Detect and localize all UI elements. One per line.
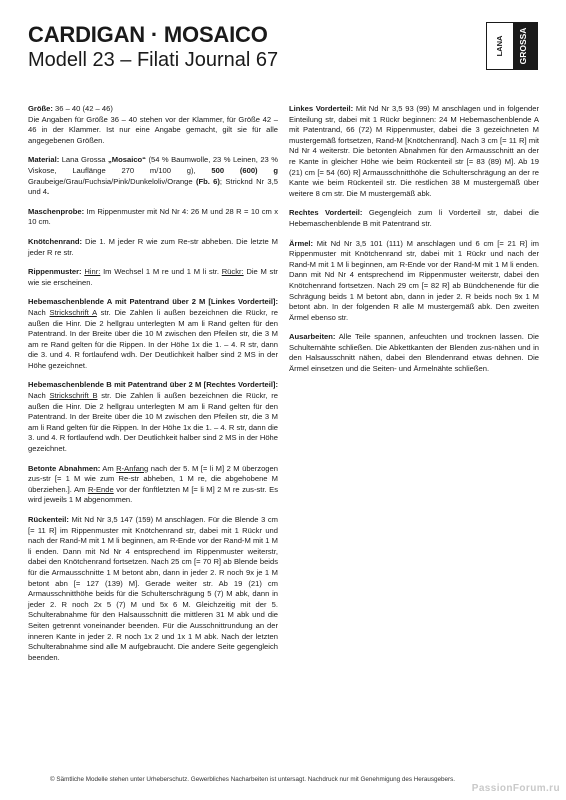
section-rechtes-vorderteil xyxy=(289,208,539,229)
section-blende-a xyxy=(28,297,278,371)
label-rechtes-vorderteil: Rechtes Vorderteil: xyxy=(289,208,363,218)
abnahmen-text-1: Am xyxy=(100,463,117,473)
label-rippenmuster: Rippenmuster: xyxy=(28,267,82,277)
section-blende-b xyxy=(28,380,278,454)
text-rechtes-vorderteil: Gegengleich zum li Vorderteil str, dabei die Hebemaschenblende B mit Patentrand str. xyxy=(289,208,539,228)
svg-text:GROSSA: GROSSA xyxy=(518,27,528,65)
material-colors: Graubeige/Grau/Fuchsia/Pink/Dunkeloliv/Orange xyxy=(28,176,196,186)
label-knoetchenrand: Knötchenrand: xyxy=(28,236,82,246)
left-column xyxy=(28,104,278,672)
label-linkes-vorderteil: Linkes Vorderteil: xyxy=(289,104,354,113)
rippenmuster-text-1: Im Wechsel 1 M re und 1 M li str. xyxy=(100,267,222,277)
page-title: CARDIGAN · MOSAICO xyxy=(28,22,268,47)
rippenmuster-text-2: Die M str wie sie erscheinen. xyxy=(28,267,278,287)
rippenmuster-rueckr: Rückr: xyxy=(221,267,244,277)
section-material xyxy=(28,155,278,197)
strickschrift-a-ref: Strickschrift A xyxy=(49,307,97,317)
text-linkes-vorderteil: Mit Nd Nr 3,5 93 (99) M anschlagen und in folgender Einteilung str, dabei mit 1 Rückr beginnen: 24 M Hebemaschenblende A mit Patentrand, 66 (72) M Rippenmuster, dabei die 3 gezeichneten M mustergemäß fortsetzen, Rand-M [Knötchenrand]. Nach 3 cm [= 11 R] mit Nd Nr 4 weiterstr. Die betonten Abnahmen für den Armausschnitt an der re Kante in gleicher Höhe wie beim Rückenteil str [= 83 (89) M]. Ab 19 (21) cm [= 54 (60) R] Armausschnitthöhe die Schulterschrägung an der re Kante wie beim Rückenteil str. Die restlichen 38 M mustergemäß über weitere 8 cm str. Die M mustergemäß abk. xyxy=(289,104,539,198)
section-knoetchenrand xyxy=(28,237,278,258)
blende-a-text-1: Nach xyxy=(28,307,50,317)
text-groesse: 36 – 40 (42 – 46) Die Angaben für Größe 36 – 40 stehen vor der Klammer, für Größe 42 – 46 in der Klammer. Ist nur eine Angabe gemacht, gilt sie für alle angegebenen Größen. xyxy=(28,104,278,145)
material-end: . xyxy=(47,187,50,197)
copyright-footer: © Sämtliche Modelle stehen unter Urheberschutz. Gewerbliches Nacharbeiten ist untersagt. Nachdruck nur mit Genehmigung des Herausgebers. xyxy=(50,776,456,783)
section-ausarbeiten xyxy=(289,332,539,374)
material-yarn-name: „Mosaico“ xyxy=(108,155,146,165)
text-rueckenteil: Mit Nd Nr 3,5 147 (159) M anschlagen. Für die Blende 3 cm [= 11 R] im Rippenmuster mit Knötchenrand str, dabei mit 1 Rückr und nach der Rand-M mit 1 M li beginnen, am R-Ende vor der Rand-M mit 1 M li enden. Dann mit Nd Nr 4 entsprechend im Rippenmuster weiterstr, dabei den Knötchenrand fortsetzen. Nach 25 cm [= 70 R] ab Blende beids für die Armausschnitte 1 M betont abn, dann in jeder 2. R noch 9x je 1 M betont abn [= 127 (139) M]. Gerade weiter str. Ab 19 (21) cm Armausschnitthöhe beids für die Schulterschrägung 5 (7) M abk, dann in jeder 2. R noch 2x 5 (7) M und 5x 6 M. Gleichzeitig mit der 5. Schulterabnahme für den Halsausschnitt die mittleren 31 M abk und die Seiten getrennt voneinander beenden. Für die Ausschnittrundung an der inneren Kante in jeder 2. R noch 1x 2 und 1x 1 M abk. Nach der letzten Schulterabnahme sind alle M aufgebraucht. Die andere Seite gegengleich beenden. xyxy=(28,515,278,662)
section-maschenprobe xyxy=(28,207,278,228)
label-ausarbeiten: Ausarbeiten: xyxy=(289,332,336,342)
blende-a-text-2: str. Die Zahlen li außen bezeichnen die Rückr, re außen die Hinr. Die 2 hellgrau unterlegten M am li Rand gelten für den Patentrand. In der Breite über die 10 M zwischen den Pfeilen str, die 3 M am re Rand gelten für die Rippen. In der Höhe 1x die 1. – 4. R str, dann die 3. und 4. R fortlaufend wdh. Der Deutlichkeit halber sind 2 MS in der Höhe gezeichnet. xyxy=(28,307,279,370)
strickschrift-b-ref: Strickschrift B xyxy=(49,391,98,401)
section-rueckenteil xyxy=(28,515,278,663)
label-material: Material: xyxy=(28,155,60,165)
abnahmen-r-anfang: R-Anfang xyxy=(116,463,149,473)
label-groesse: Größe: xyxy=(28,104,53,113)
label-blende-b: Hebemaschenblende B mit Patentrand über 2 M [Rechtes Vorderteil]: xyxy=(28,380,278,390)
abnahmen-text-2: nach der 5. M [= li M] 2 M überzogen zus-str [= 1 M wie zum Re-str abheben, 1 M re, die abgehobene M überziehen.]. Am xyxy=(28,463,278,494)
label-rueckenteil: Rückenteil: xyxy=(28,515,69,524)
rippenmuster-hinr: Hinr: xyxy=(84,267,101,277)
text-maschenprobe: Im Rippenmuster mit Nd Nr 4: 26 M und 28 R = 10 cm x 10 cm. xyxy=(28,206,278,227)
material-text: Lana Grossa xyxy=(59,155,108,165)
right-column xyxy=(289,104,539,384)
page-header xyxy=(28,22,278,72)
material-color-number: (Fb. 6) xyxy=(195,176,220,186)
material-amount: 500 (600) g xyxy=(211,165,278,175)
abnahmen-r-ende: R-Ende xyxy=(87,484,114,494)
page-subtitle: Modell 23 – Filati Journal 67 xyxy=(28,49,279,71)
label-aermel: Ärmel: xyxy=(289,238,314,248)
watermark: PassionForum.ru xyxy=(471,783,560,794)
text-knoetchenrand: Die 1. M jeder R wie zum Re-str abheben. Die letzte M jeder R re str. xyxy=(28,236,278,257)
lana-grossa-logo xyxy=(486,22,538,70)
section-groesse xyxy=(28,104,278,146)
label-maschenprobe: Maschenprobe: xyxy=(28,206,85,216)
section-aermel xyxy=(289,239,539,324)
abnahmen-text-3: vor der fünftletzten M [= li M] 2 M re zus-str. Es wird jeweils 1 M abgenommen. xyxy=(28,484,278,505)
label-blende-a: Hebemaschenblende A mit Patentrand über 2 M [Linkes Vorderteil]: xyxy=(28,297,278,307)
blende-b-text-2: str. Die Zahlen li außen bezeichnen die Rückr, re außen die Hinr. Die 2 hellgrau unterlegten M am li Rand gelten für den Patentrand. In der Breite über die 10 M zwischen den Pfeilen str, die 3 M am li Rand gelten für die Rippen. In der Höhe 1x die 1. – 4. R str, dann die 3. und 4. R fortlaufend wdh. Der Deutlichkeit halber sind 2 MS in der Höhe gezeichnet. xyxy=(28,391,278,454)
svg-text:LANA: LANA xyxy=(495,35,504,57)
section-rippenmuster xyxy=(28,267,278,288)
text-aermel: Mit Nd Nr 3,5 101 (111) M anschlagen und 6 cm [= 21 R] im Rippenmuster mit Knötchenrand str, dabei mit 1 Rückr und nach der Rand-M mit 1 M li beginnen, am R-Ende vor der Rand-M mit 1 M li enden. Dann mit Nd Nr 4 entsprechend im Rippenmuster weiterstr, dabei den Knötchenrand fortsetzen. Nach 29 cm [= 82 R] ab Bündchenende für die Schrägung beids 1 M betont abn, dann in jeder 2. R beids noch 9x 1 M betont abn. In der folgenden R alle M mustergemäß abk. Den zweiten Ärmel ebenso str. xyxy=(289,238,539,322)
label-abnahmen: Betonte Abnahmen: xyxy=(28,463,101,473)
section-linkes-vorderteil xyxy=(289,104,539,199)
text-ausarbeiten: Alle Teile spannen, anfeuchten und trocknen lassen. Die Schulternähte schließen. Die Abkettkanten der Blenden zus-nähen und in den Halsausschnitt nähen, dabei den Blendenrand etwas dehnen. Die Ärmel einsetzen und die Seiten- und Ärmelnähte schließen. xyxy=(289,332,539,374)
material-needles: ; Stricknd Nr 3,5 und 4 xyxy=(28,176,278,197)
section-abnahmen xyxy=(28,464,278,506)
blende-b-text-1: Nach xyxy=(28,391,50,401)
material-composition: (54 % Baumwolle, 23 % Leinen, 23 % Viskose, Lauflänge 270 m/100 g), xyxy=(28,155,278,175)
